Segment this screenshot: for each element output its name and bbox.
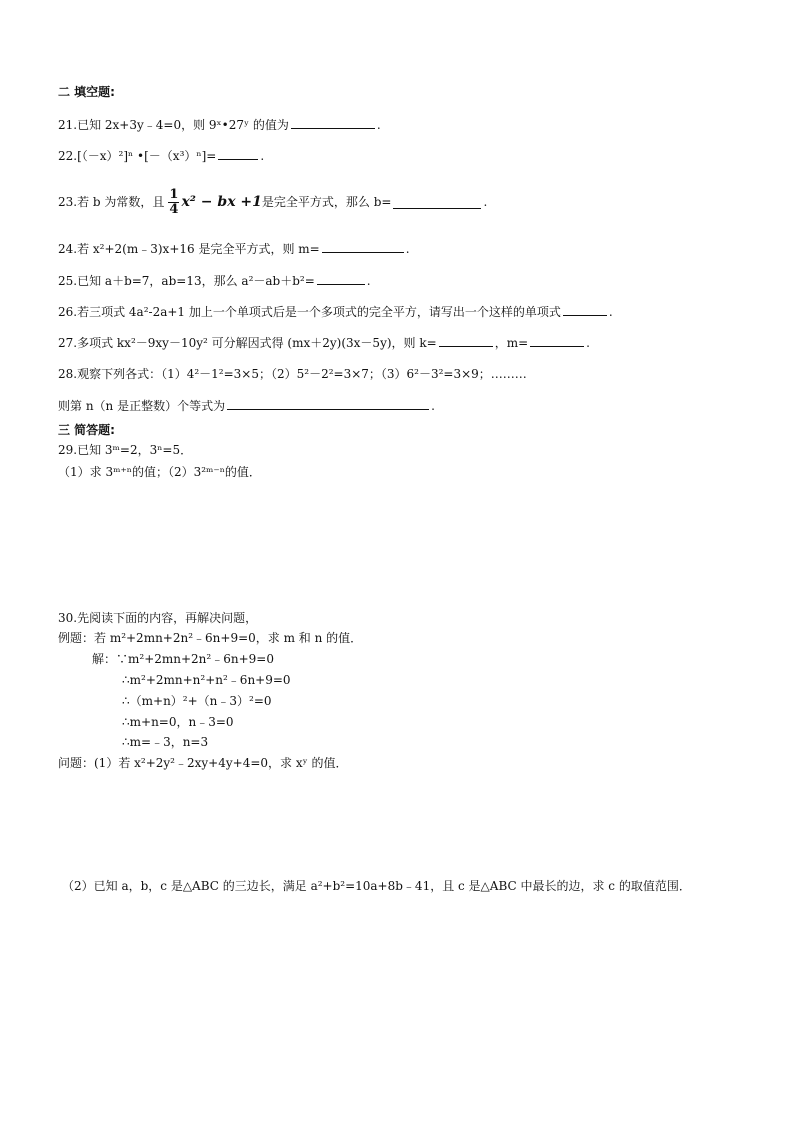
question-24: 24.若 x²+2(m﹣3)x+16 是完全平方式，则 m= .	[58, 242, 410, 256]
question-21: 21.已知 2x+3y﹣4=0，则 9ˣ•27ʸ 的值为 .	[58, 118, 381, 132]
solution-step: ∴m=﹣3，n=3	[122, 735, 209, 749]
question-text: 多项式 kx²－9xy－10y² 可分解因式得 (mx＋2y)(3x－5y)，则 k=	[77, 336, 437, 350]
question-number: 29.	[58, 443, 78, 457]
question-number: 28.	[58, 367, 78, 381]
question-number: 26.	[58, 305, 78, 319]
example-statement: 例题：若 m²+2mn+2n²﹣6n+9=0，求 m 和 n 的值．	[58, 631, 363, 645]
question-26: 26.若三项式 4a²-2a+1 加上一个单项式后是一个多项式的完全平方，请写出一个这样的单项式 .	[58, 305, 613, 319]
question-text: 若三项式 4a²-2a+1 加上一个单项式后是一个多项式的完全平方，请写出一个这样的单项式	[77, 305, 561, 319]
question-text: 已知 2x+3y﹣4=0，则 9ˣ•27ʸ 的值为	[77, 118, 289, 132]
question-number: 24.	[58, 242, 78, 256]
question-number: 27.	[58, 336, 78, 350]
section-title-fill-in: 二 填空题:	[58, 85, 115, 99]
question-text: 已知 a＋b=7，ab=13，那么 a²－ab＋b²=	[77, 274, 315, 288]
solution-step: ∴m²+2mn+n²+n²﹣6n+9=0	[122, 673, 291, 687]
question-text: 已知 3ᵐ=2，3ⁿ=5．	[77, 443, 193, 457]
solution-step: ∴（m+n）²+（n﹣3）²=0	[122, 694, 272, 708]
answer-blank[interactable]	[322, 240, 404, 253]
question-28	[58, 366, 527, 382]
solution-step: 解：∵m²+2mn+2n²﹣6n+9=0	[92, 652, 274, 666]
question-27: 27.多项式 kx²－9xy－10y² 可分解因式得 (mx＋2y)(3x－5y)，则 k= ，m= .	[58, 336, 590, 350]
question-30	[58, 610, 257, 626]
math-expression: x² − bx +1	[181, 194, 262, 210]
question-text: [（－x）²]ⁿ •[－（x³）ⁿ]=	[77, 149, 217, 163]
question-29-sub: （1）求 3ᵐ⁺ⁿ的值；（2）3²ᵐ⁻ⁿ的值．	[58, 465, 261, 479]
fraction-one-quarter: $\frac{1}{4}$	[169, 186, 179, 217]
question-number: 23.	[58, 195, 78, 209]
question-29	[58, 442, 192, 458]
answer-blank-m[interactable]	[530, 334, 584, 347]
question-number: 21.	[58, 118, 78, 132]
answer-blank[interactable]	[563, 303, 607, 316]
answer-blank[interactable]	[218, 147, 258, 160]
question-number: 30.	[58, 611, 78, 625]
question-23: 23. 若 b 为常数，且 $\frac{1}{4}$ x² − bx +1 是完全平方式，那么 b= .	[58, 186, 488, 217]
question-number: 25.	[58, 274, 78, 288]
section-title-short-answer: 三 简答题:	[58, 423, 115, 437]
question-text: 观察下列各式：（1）4²－1²=3×5；（2）5²－2²=3×7；（3）6²－3²=3×9；………	[77, 367, 527, 381]
question-25: 25.已知 a＋b=7，ab=13，那么 a²－ab＋b²= .	[58, 274, 371, 288]
question-28-line2: 则第 n（n 是正整数）个等式为 .	[58, 399, 435, 413]
question-text: 是完全平方式，那么 b=	[261, 195, 392, 209]
question-text: 先阅读下面的内容，再解决问题，	[77, 611, 258, 625]
answer-blank[interactable]	[291, 116, 375, 129]
problem-2: （2）已知 a，b，c 是△ABC 的三边长，满足 a²+b²=10a+8b﹣41，且 c 是△ABC 中最长的边，求 c 的取值范围．	[62, 879, 691, 893]
answer-blank-k[interactable]	[439, 334, 493, 347]
question-text: 若 b 为常数，且	[77, 195, 165, 209]
question-text: 则第 n（n 是正整数）个等式为	[58, 399, 226, 413]
question-22: 22.[（－x）²]ⁿ •[－（x³）ⁿ]= .	[58, 149, 265, 163]
question-text: 若 x²+2(m﹣3)x+16 是完全平方式，则 m=	[77, 242, 320, 256]
problem-1: 问题：(1）若 x²+2y²﹣2xy+4y+4=0，求 xʸ 的值．	[58, 756, 348, 770]
question-number: 22.	[58, 149, 78, 163]
answer-blank[interactable]	[227, 397, 429, 410]
solution-step: ∴m+n=0，n﹣3=0	[122, 715, 234, 729]
answer-blank[interactable]	[317, 272, 365, 285]
answer-blank[interactable]	[393, 196, 481, 209]
